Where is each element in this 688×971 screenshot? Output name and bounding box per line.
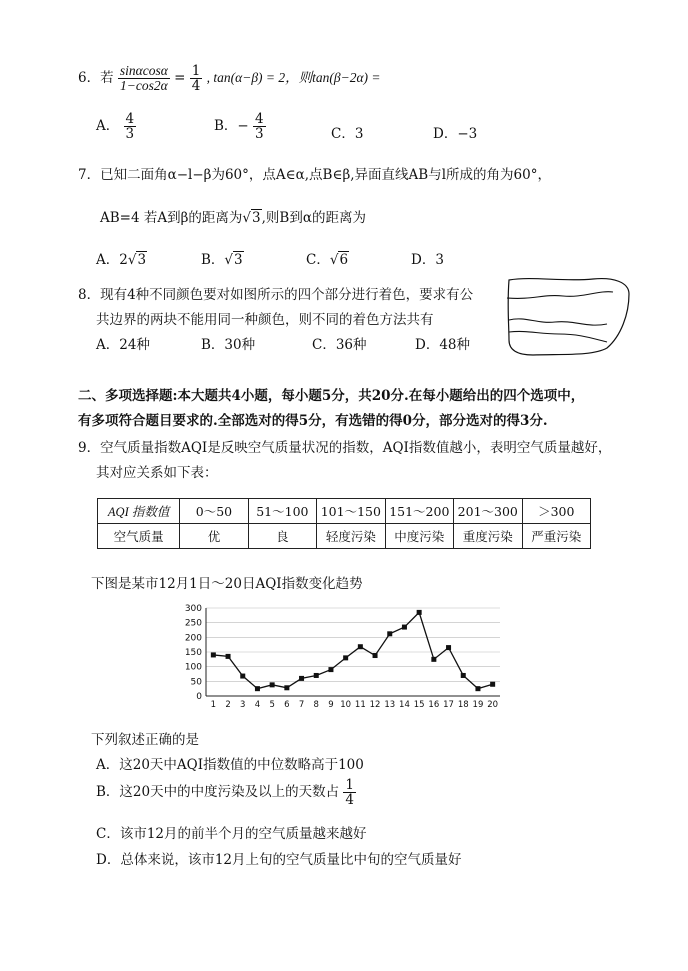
q6-fraction-value: $\frac{1}{4}$: [191, 63, 201, 95]
data-point: [431, 657, 436, 662]
q6-rest: , tan(α−β) = 2，则tan(β−2α) =: [206, 70, 381, 86]
q8-option-d: D．48种: [415, 337, 471, 353]
q8-option-b: B．30种: [201, 337, 256, 353]
x-tick-label: 18: [457, 700, 469, 710]
q8-option-a: A．24种: [96, 337, 150, 353]
data-point: [270, 682, 275, 687]
section2-line1: 二、多项选择题:本大题共4小题，每小题5分，共20分.在每小题给出的四个选项中，: [78, 388, 585, 404]
data-point: [226, 654, 231, 659]
x-tick-label: 20: [487, 700, 499, 710]
y-tick-label: 200: [184, 633, 202, 644]
x-tick-label: 16: [428, 700, 440, 710]
x-tick-label: 12: [369, 700, 381, 710]
x-tick-label: 2: [225, 700, 231, 710]
section2-line2: 有多项符合题目要求的.全部选对的得5分，有选错的得0分，部分选对的得3分.: [78, 413, 548, 429]
q6-option-c: C．3: [331, 126, 364, 142]
x-tick-label: 14: [399, 700, 410, 710]
y-tick-label: 250: [184, 618, 202, 629]
data-point: [299, 676, 304, 681]
x-tick-label: 17: [443, 700, 454, 710]
series-line: [213, 612, 492, 688]
aqi-table: [97, 498, 591, 549]
y-tick-label: 300: [184, 604, 202, 614]
data-point: [255, 686, 260, 691]
data-point: [475, 686, 480, 691]
data-point: [211, 652, 216, 657]
data-point: [446, 645, 451, 650]
q9-option-a: A．这20天中AQI指数值的中位数略高于100: [96, 757, 364, 773]
data-point: [402, 625, 407, 630]
q6-number: 6．若: [78, 70, 114, 87]
x-tick-label: 11: [354, 700, 366, 710]
coloring-regions-figure: [503, 276, 633, 358]
q7-line1: 7．已知二面角α−l−β为60°，点A∈α,点B∈β,异面直线AB与l所成的角为60°，: [78, 167, 551, 183]
q8-option-c: C．36种: [312, 337, 367, 353]
y-tick-label: 100: [184, 662, 202, 673]
x-tick-label: 1: [210, 700, 217, 710]
x-tick-label: 9: [328, 700, 334, 710]
x-tick-label: 7: [298, 700, 305, 710]
data-point: [490, 682, 495, 687]
q9-line2: 其对应关系如下表：: [96, 465, 218, 481]
aqi-table-row-quality: 空气质量 优 良 轻度污染 中度污染 重度污染 严重污染: [98, 524, 591, 549]
aqi-table-row-index: AQI 指数值 0～50 51～100 101～150 151～200 201～300 ＞300: [98, 499, 591, 524]
x-tick-label: 5: [269, 700, 275, 710]
q7-option-d: D．3: [411, 252, 444, 268]
x-tick-label: 8: [313, 700, 319, 710]
q9-question: 下列叙述正确的是: [91, 732, 199, 748]
y-tick-label: 0: [196, 692, 202, 702]
q9-line1: 9．空气质量指数AQI是反映空气质量状况的指数，AQI指数值越小，表明空气质量越好，: [78, 440, 612, 456]
data-point: [461, 673, 466, 678]
data-point: [314, 673, 319, 678]
x-tick-label: 13: [384, 700, 396, 710]
y-tick-label: 50: [190, 677, 202, 688]
q7-option-b: B．√3: [201, 252, 243, 268]
x-tick-label: 10: [340, 700, 352, 710]
chart-caption: 下图是某市12月1日～20日AQI指数变化趋势: [91, 576, 363, 592]
x-tick-label: 4: [254, 700, 261, 710]
data-point: [284, 685, 289, 690]
x-tick-label: 3: [240, 700, 246, 710]
data-point: [240, 674, 245, 679]
q7-line2: AB=4 若A到β的距离为√3,则B到α的距离为: [100, 210, 366, 226]
aqi-line-chart: [170, 600, 510, 712]
data-point: [387, 631, 392, 636]
q7-option-a: A．2√3: [96, 252, 147, 268]
y-tick-label: 150: [184, 648, 202, 658]
x-tick-label: 15: [413, 700, 425, 710]
q8-line2: 共边界的两块不能用同一种颜色，则不同的着色方法共有: [96, 312, 434, 328]
q9-option-c: C．该市12月的前半个月的空气质量越来越好: [96, 826, 367, 842]
data-point: [343, 655, 348, 660]
q6-option-a: A． $\frac{4}{3}$: [96, 111, 135, 143]
q9-option-b: B．这20天中的中度污染及以上的天数占 $\frac{1}{4}$: [96, 777, 354, 809]
q6: 6．若 $\frac{\sin\alpha\cos\alpha}{1-\cos 2\alpha}$ = $\frac{1}{4}$ , tan(α−β) = 2，则tan(β−2α) =: [78, 63, 381, 95]
data-point: [328, 667, 333, 672]
q6-option-b: B．− $\frac{4}{3}$: [214, 111, 264, 143]
q6-fraction-lhs: $\frac{\sin\alpha\cos\alpha}{1-\cos 2\alpha}$: [119, 63, 168, 94]
q6-option-d: D．−3: [433, 126, 478, 142]
data-point: [417, 610, 422, 615]
q9-option-d: D．总体来说，该市12月上旬的空气质量比中旬的空气质量好: [96, 852, 462, 868]
x-tick-label: 19: [472, 700, 484, 710]
data-point: [358, 644, 363, 649]
x-tick-label: 6: [284, 700, 290, 710]
q8-line1: 8．现有4种不同颜色要对如图所示的四个部分进行着色，要求有公: [78, 287, 474, 303]
data-point: [373, 653, 378, 658]
q7-option-c: C．√6: [306, 252, 349, 268]
